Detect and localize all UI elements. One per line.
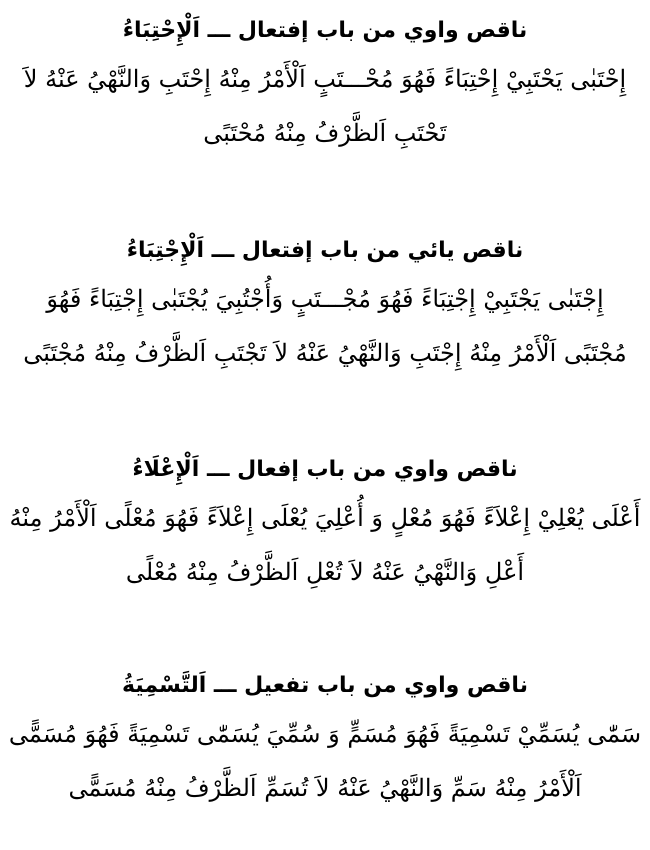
body-line: اَلْأَمْرُ مِنْهُ سَمِّ وَالنَّهْيُ عَنْهُ لاَ تُسَمِّ اَلظَّرْفُ مِنْهُ مُسَمًّى xyxy=(68,774,582,802)
body-line: إِحْتَبٰى يَحْتَبِيْ إِحْتِبَاءً فَهُوَ مُحْـــتَبٍ اَلْأَمْرُ مِنْهُ إِحْتَبِ وَالنَّهْيُ عَنْهُ لاَ xyxy=(23,65,627,93)
section-body xyxy=(0,272,650,380)
section-ijtiba xyxy=(0,236,650,380)
body-line: تَحْتَبِ اَلظَّرْفُ مِنْهُ مُحْتَبًى xyxy=(203,119,447,147)
section-heading: ناقص واوي من باب إفعال ـــ اَلْإِعْلَاءُ xyxy=(132,457,518,482)
body-line: سَمّٰى يُسَمِّيْ تَسْمِيَةً فَهُوَ مُسَمٍّ وَ سُمِّيَ يُسَمّٰى تَسْمِيَةً فَهُوَ مُسَمًّى xyxy=(8,720,642,748)
section-heading: ناقص واوي من باب تفعيل ـــ اَلتَّسْمِيَةُ xyxy=(122,673,528,698)
body-line: إِجْتَبٰى يَجْتَبِيْ إِجْتِبَاءً فَهُوَ مُجْـــتَبٍ وَأُجْتُبِيَ يُجْتَبٰى إِجْتِبَاءً فَهُوَ xyxy=(46,285,604,313)
section-tasmiya xyxy=(0,671,650,815)
section-ila xyxy=(0,455,650,599)
section-heading: ناقص يائي من باب إفتعال ـــ اَلْإِجْتِبَاءُ xyxy=(126,238,524,263)
section-ihtiba xyxy=(0,16,650,160)
section-body xyxy=(0,491,650,599)
body-line: مُجْتَبًى اَلْأَمْرُ مِنْهُ إِجْتَبِ وَالنَّهْيُ عَنْهُ لاَ تَجْتَبِ اَلظَّرْفُ مِنْهُ مُجْتَبًى xyxy=(23,339,627,367)
section-body xyxy=(0,707,650,815)
body-line: أَعْلَى يُعْلِيْ إِعْلاَءً فَهُوَ مُعْلٍ وَ أُعْلِيَ يُعْلَى إِعْلاَءً فَهُوَ مُعْلًى اَلْأَمْرُ مِنْهُ xyxy=(9,504,641,532)
section-heading: ناقص واوي من باب إفتعال ـــ اَلْإِحْتِبَاءُ xyxy=(122,18,528,43)
body-line: أَعْلِ وَالنَّهْيُ عَنْهُ لاَ تُعْلِ اَلظَّرْفُ مِنْهُ مُعْلًى xyxy=(125,558,525,586)
section-body xyxy=(0,52,650,160)
